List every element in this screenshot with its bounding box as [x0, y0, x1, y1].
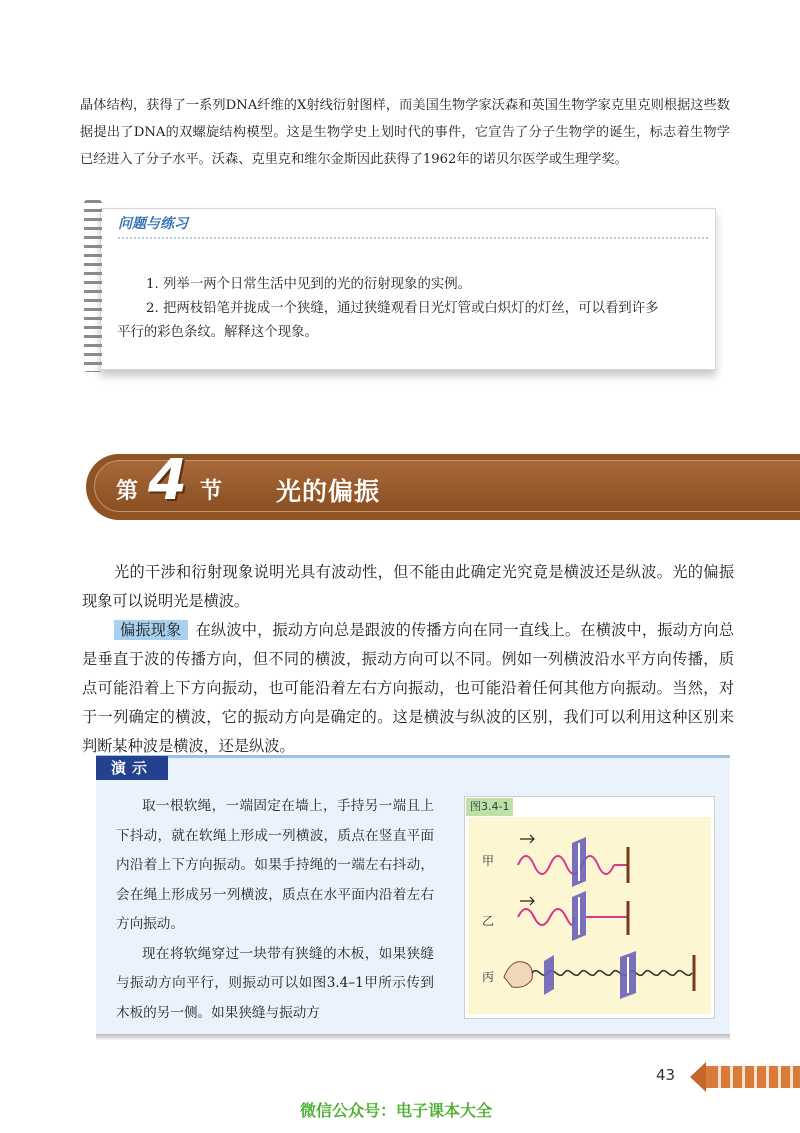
exercise-title: 问题与练习	[118, 216, 188, 232]
row-jia-diagram	[518, 835, 628, 887]
body-paragraph-2	[82, 616, 734, 761]
body-text	[82, 558, 734, 761]
demo-paragraph-1: 取一根软绳，一端固定在墙上，手持另一端且上下抖动，就在软绳上形成一列横波，质点在竖直平面内沿着上下方向振动。如果手持绳的一端左右抖动，会在绳上形成另一列横波，质点在水平面内沿着左右方向振动。	[116, 798, 434, 932]
exercise-divider	[118, 237, 708, 239]
hand-icon	[504, 962, 532, 988]
row-bing-diagram	[504, 951, 694, 999]
demo-paragraph-2: 现在将软绳穿过一块带有狭缝的木板，如果狭缝与振动方向平行，则振动可以如图3.4–1甲所示传到木板的另一侧。如果狭缝与振动方	[116, 945, 434, 1021]
intro-paragraph: 晶体结构，获得了一系列DNA纤维的X射线衍射图样，而美国生物学家沃森和英国生物学家克里克则根据这些数据提出了DNA的双螺旋结构模型。这是生物学史上划时代的事件，它宣告了分子生物学的诞生，标志着生物学已经进入了分子水平。沃森、克里克和维尔金斯因此获得了1962年的诺贝尔医学或生理学奖。	[80, 98, 730, 167]
exercise-item-1: 1. 列举一两个日常生活中见到的光的衍射现象的实例。	[146, 277, 472, 292]
arrow-icon	[520, 897, 534, 905]
polarization-tag: 偏振现象	[114, 620, 188, 640]
footer-watermark: 微信公众号：电子课本大全	[300, 1101, 493, 1120]
exercise-item-2: 2. 把两枝铅笔并拢成一个狭缝，通过狭缝观看日光灯管或白炽灯的灯丝，可以看到许多	[146, 301, 659, 316]
exercise-list	[118, 273, 703, 345]
demo-shadow	[96, 1034, 730, 1040]
polarization-figure	[468, 817, 711, 1014]
spring-coil	[532, 971, 692, 976]
slotted-board	[544, 955, 554, 995]
figure-row-label-bing: 丙	[482, 970, 495, 984]
figure-row-label-yi: 乙	[482, 914, 495, 928]
section-jie: 节	[200, 479, 223, 504]
spiral-binding-icon	[84, 200, 102, 372]
figure-row-label-jia: 甲	[482, 854, 495, 868]
exercise-item-2-cont: 平行的彩色条纹。解释这个现象。	[117, 325, 318, 340]
page-arrow-icon	[690, 1060, 800, 1094]
intro-text	[80, 92, 730, 173]
arrow-icon	[520, 835, 534, 843]
section-title: 光的偏振	[276, 477, 381, 506]
figure-label: 图3.4-1	[466, 798, 513, 816]
page-number: 43	[656, 1066, 676, 1084]
body-paragraph-1: 光的干涉和衍射现象说明光具有波动性，但不能由此确定光究竟是横波还是纵波。光的偏振现象可以说明光是横波。	[82, 563, 734, 610]
row-yi-diagram	[518, 891, 628, 941]
section-di: 第	[116, 479, 139, 504]
demo-text	[116, 792, 434, 1028]
section-number: 4	[148, 448, 187, 513]
wave-rope	[518, 856, 614, 874]
body-paragraph-2-text: 在纵波中，振动方向总是跟波的传播方向在同一直线上。在横波中，振动方向总是垂直于波的传播方向，但不同的横波，振动方向可以不同。例如一列横波沿水平方向传播，质点可能沿着上下方向振动，也可能沿着左右方向振动，也可能沿着任何其他方向振动。当然，对于一列确定的横波，它的振动方向是确定的。这是横波与纵波的区别，我们可以利用这种区别来判断某种波是横波，还是纵波。	[82, 621, 735, 755]
demo-label: 演示	[96, 756, 168, 780]
